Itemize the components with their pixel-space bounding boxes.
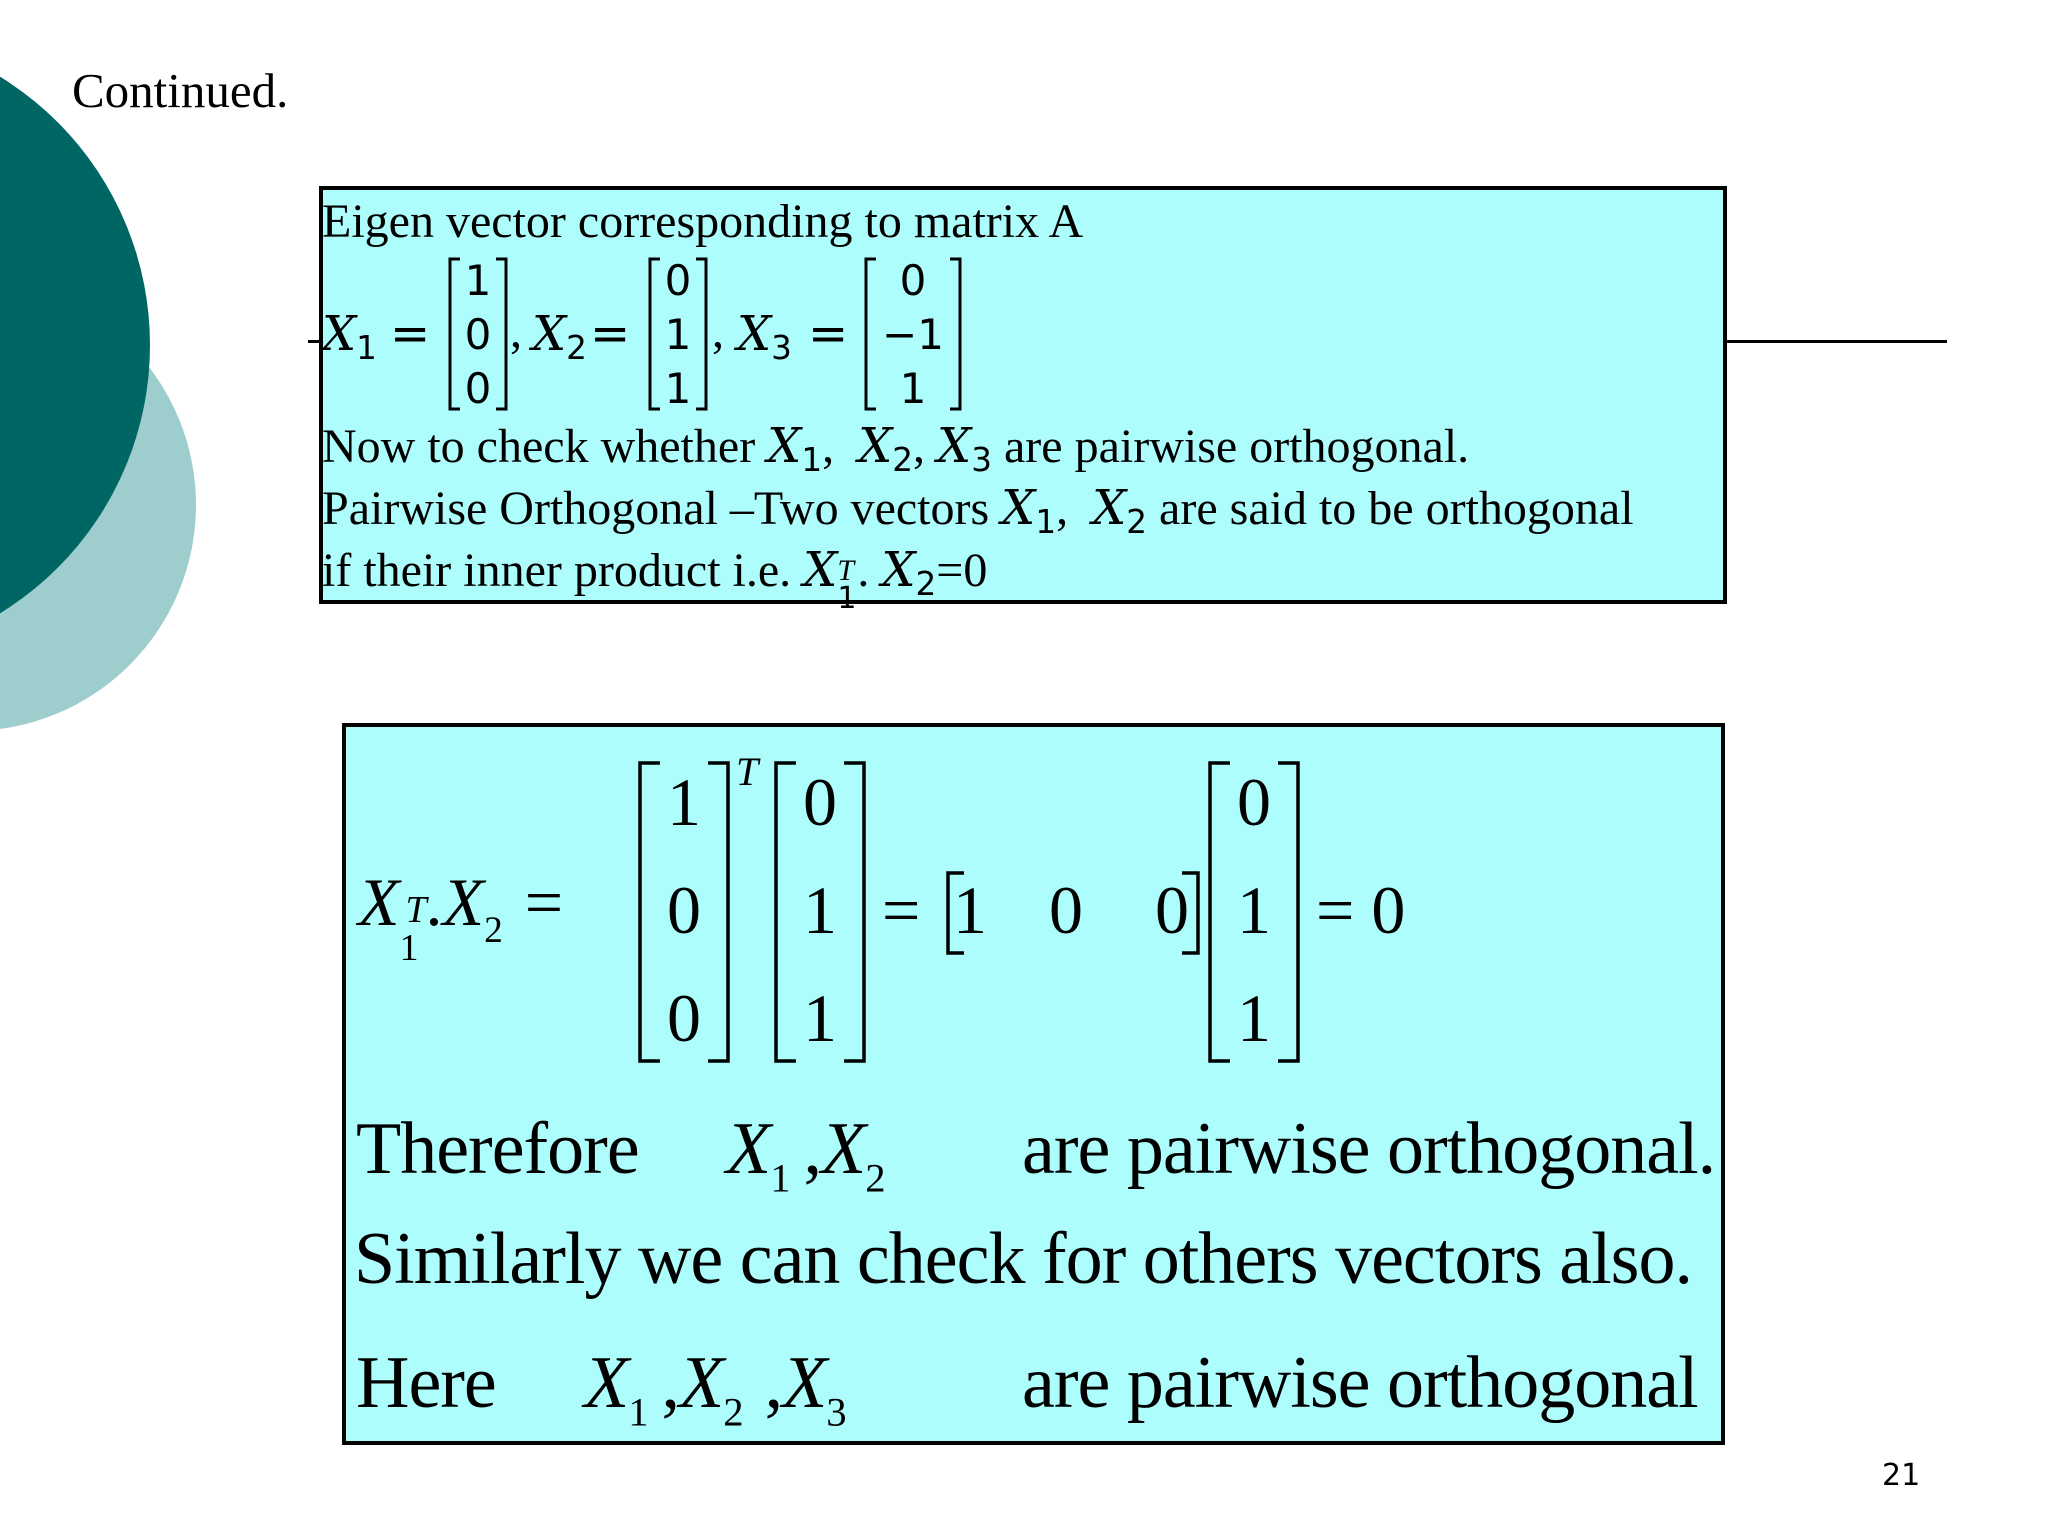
comma-1: , [510,305,522,358]
x1-entry: 1 [464,256,492,305]
comma-2: , [712,305,724,358]
eigenvector-box [319,186,1727,616]
here-label: Here [356,1342,496,1424]
slide-title: Continued. [72,63,289,118]
check-orthogonal-line: Now to check whether $X_1$, $X_2$, $X_3$ are pairwise orthogonal. [322,418,1470,480]
therefore-tail: are pairwise orthogonal. [1022,1108,1716,1190]
row-vector-entry: 1 [953,872,987,948]
eq-sign-1: = [390,306,431,362]
page-number: 21 [1882,1458,1921,1493]
therefore-label: Therefore [356,1108,639,1190]
x2-label: $X_2$ [532,306,587,368]
x3-entry: 0 [899,256,927,305]
matrix-c-entry: 1 [1237,872,1271,948]
x3-vector [862,256,964,412]
matrix-a-entry: 0 [667,980,701,1056]
x3-entry: −1 [882,310,944,359]
x1-entry: 0 [464,310,492,359]
therefore-vectors: $X_1$ $,X_2$ [726,1108,885,1201]
x2-entry: 1 [664,310,692,359]
matrix-b-entry: 1 [803,872,837,948]
eigenvector-heading: Eigen vector corresponding to matrix A [322,195,1084,248]
x3-entry: 1 [899,364,927,413]
similarly-line: Similarly we can check for others vectors also. [354,1218,1692,1300]
matrix-b-entry: 1 [803,980,837,1056]
row-vector-entry: 0 [1049,872,1083,948]
x2-vector [646,256,710,412]
matrix-c-entry: 0 [1237,764,1271,840]
x1-label: $X_1$ [322,306,377,368]
x2-entry: 1 [664,364,692,413]
transpose-superscript: T [736,749,759,794]
equals-sign: = [882,872,921,948]
matrix-a-entry: 1 [667,764,701,840]
x2-entry: 0 [664,256,692,305]
eq-sign-2: = [590,306,631,362]
proof-lhs: X T 1 $.X_2$ = [358,864,564,969]
orthogonality-proof-box [342,723,1725,1445]
decorative-circles [0,0,260,820]
inner-product-line: if their inner product i.e. X T 1 . $X_2=0$ [322,542,988,616]
definition-line: Pairwise Orthogonal –Two vectors $X_1$, $X_2$ are said to be orthogonal [322,480,1634,542]
matrix-b-entry: 0 [803,764,837,840]
x3-label: $X_3$ [737,306,792,368]
matrix-a-entry: 0 [667,872,701,948]
here-vectors: $X_1$ $,X_2$ $,X_3$ [584,1342,846,1435]
result-equals: = 0 [1316,872,1406,948]
horizontal-rule-right [1727,340,1947,343]
x1-vector [446,256,510,412]
matrix-c-entry: 1 [1237,980,1271,1056]
x1-entry: 0 [464,364,492,413]
eq-sign-3: = [808,306,849,362]
here-tail: are pairwise orthogonal [1022,1342,1698,1424]
row-vector-entry: 0 [1155,872,1189,948]
